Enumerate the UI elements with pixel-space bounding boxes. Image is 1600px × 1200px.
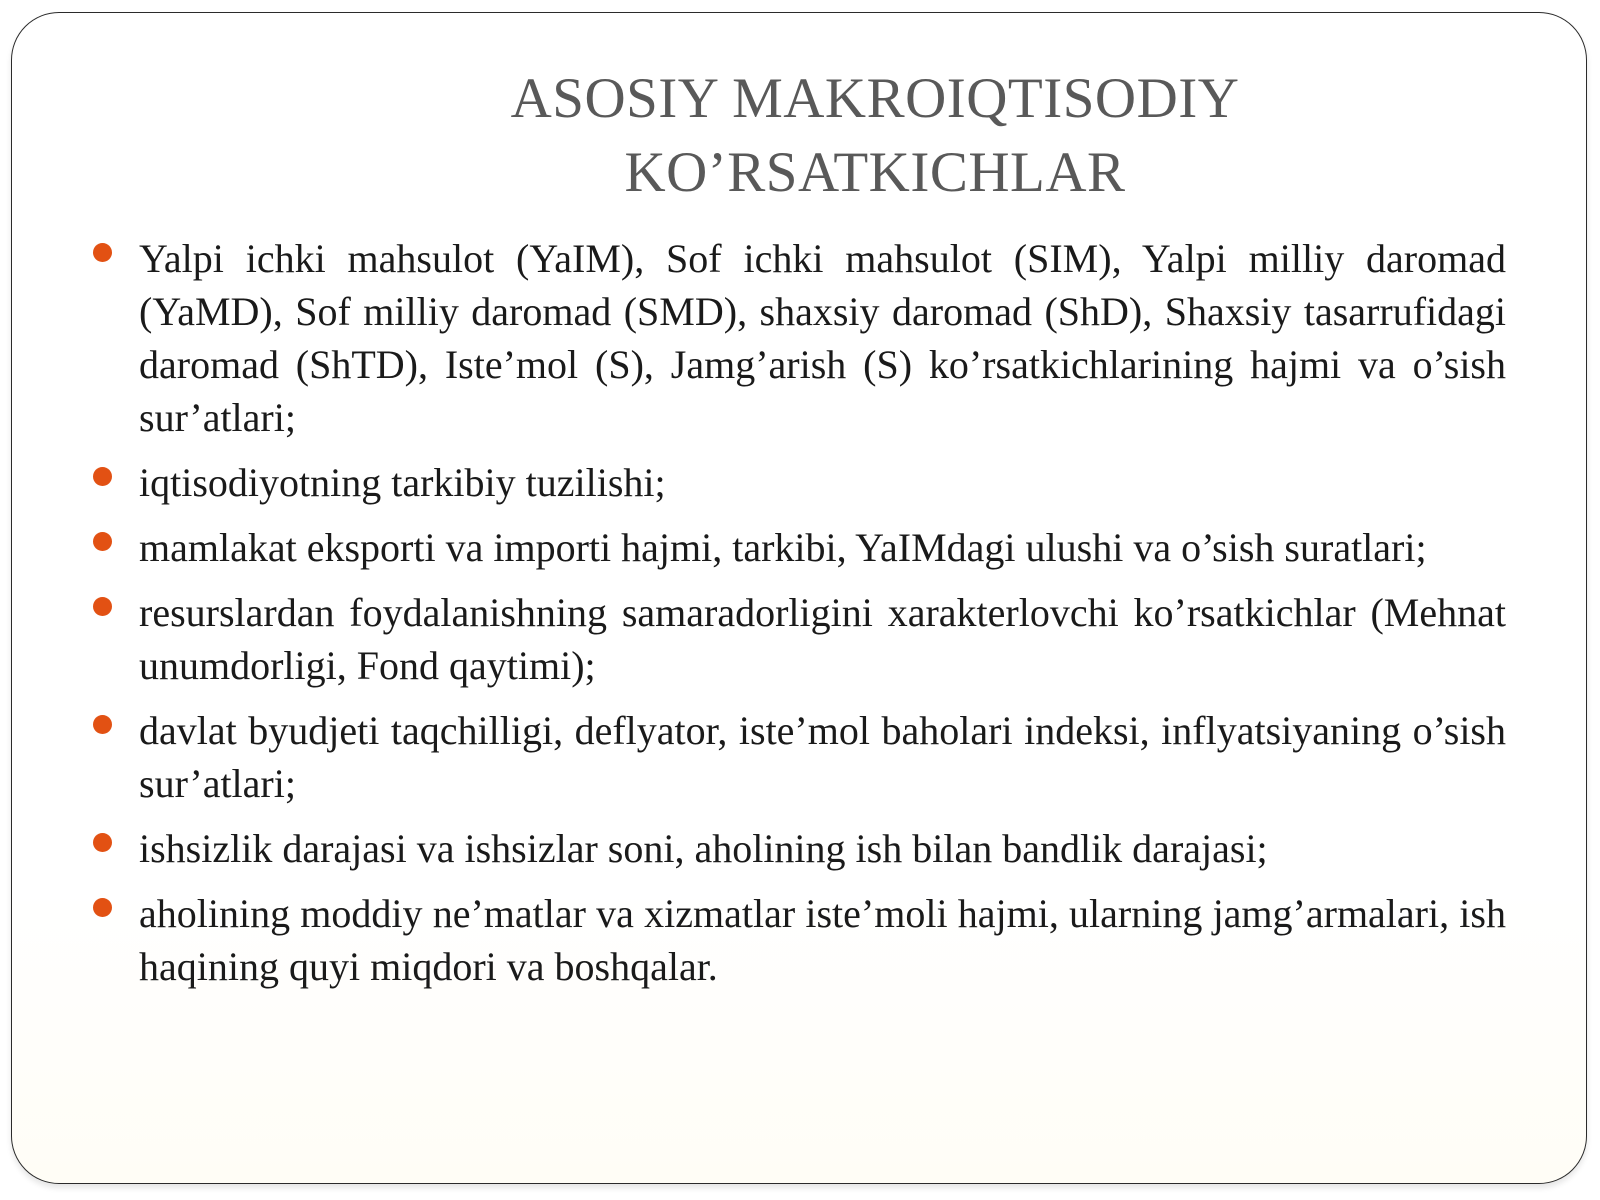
bullet-item-4 (89, 586, 1506, 692)
bullet-text: resurslardan foydalanishning samaradorligini xarakterlovchi ko’rsatkichlar (Mehnat unumdorligi, Fond qaytimi); (139, 590, 1506, 688)
bullet-list (89, 232, 1506, 1005)
orange-dot-icon (93, 833, 112, 852)
orange-dot-icon (93, 532, 112, 551)
bullet-text: Yalpi ichki mahsulot (YaIM), Sof ichki mahsulot (SIM), Yalpi milliy daromad (YaMD), Sof milliy daromad (SMD), shaxsiy daromad (ShD), Shaxsiy tasarrufidagi daromad (ShTD), Iste’mol (S), Jamg’arish (S) ko’rsatkichlarining hajmi va o’sish sur’atlari; (139, 236, 1506, 440)
orange-dot-icon (93, 467, 112, 486)
bullet-text: davlat byudjeti taqchilligi, deflyator, iste’mol baholari indeksi, inflyatsiyaning o’sish sur’atlari; (139, 708, 1506, 806)
orange-dot-icon (93, 898, 112, 917)
bullet-item-3 (89, 521, 1506, 574)
bullet-item-2 (89, 456, 1506, 509)
slide-title-line-2: KO’RSATKICHLAR (624, 141, 1126, 204)
orange-dot-icon (93, 243, 112, 262)
bullet-text: iqtisodiyotning tarkibiy tuzilishi; (139, 460, 666, 505)
bullet-item-5 (89, 704, 1506, 810)
bullet-text: ishsizlik darajasi va ishsizlar soni, aholining ish bilan bandlik darajasi; (139, 826, 1268, 871)
orange-dot-icon (93, 715, 112, 734)
bullet-text: aholining moddiy ne’matlar va xizmatlar iste’moli hajmi, ularning jamg’armalari, ish haqining quyi miqdori va boshqalar. (139, 891, 1506, 989)
bullet-text: mamlakat eksporti va importi hajmi, tarkibi, YaIMdagi ulushi va o’sish suratlari; (139, 525, 1427, 570)
bullet-item-6 (89, 822, 1506, 875)
slide-title-line-1: ASOSIY MAKROIQTISODIY (510, 67, 1240, 130)
bullet-item-7 (89, 887, 1506, 993)
bullet-item-1 (89, 232, 1506, 444)
orange-dot-icon (93, 597, 112, 616)
slide-title (330, 62, 1420, 210)
